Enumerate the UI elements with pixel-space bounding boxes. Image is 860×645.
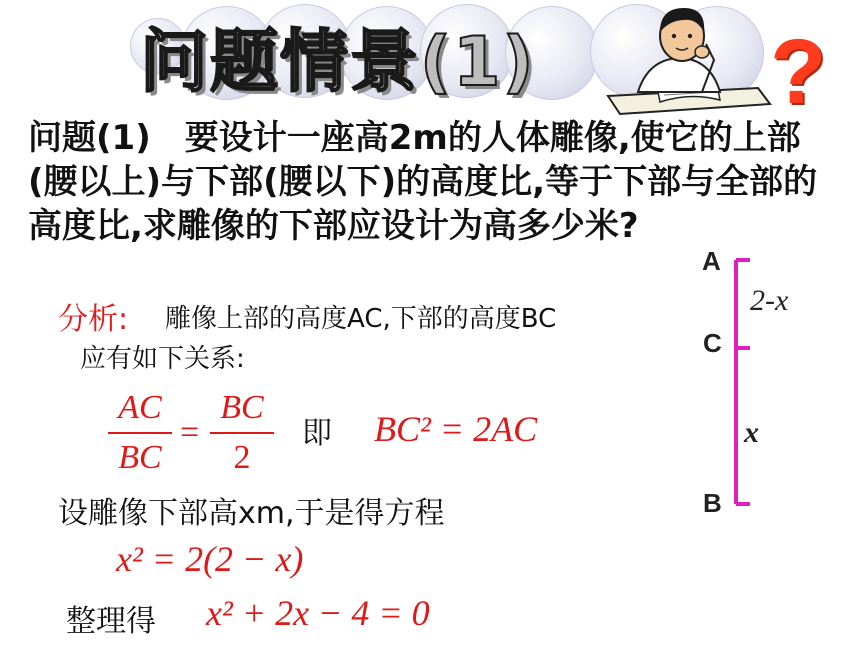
analysis-text-1: 雕像上部的高度AC,下部的高度BC [165,304,557,334]
quadratic-equation: x² + 2x − 4 = 0 [206,593,430,633]
question-mark-icon: ? [770,21,827,123]
fraction-ac-over-bc [108,388,172,478]
fraction-1-numerator: AC [118,389,162,426]
relation-equation: BC² = 2AC [374,409,538,449]
lower-length-label: x [744,416,759,449]
upper-length-label: 2-x [750,284,789,317]
fraction-2-numerator: BC [220,389,264,426]
equals-sign: = [180,414,200,451]
thinking-student-illustration [598,0,778,118]
fraction-2-denominator: 2 [233,439,251,476]
fraction-2-bar [210,432,274,434]
point-a-label: A [702,246,721,276]
rearranged-label: 整理得 [66,604,156,639]
page-title: 问题情景(1) [140,23,536,102]
point-b-label: B [703,488,722,518]
problem-statement: 问题(1) 要设计一座高2m的人体雕像,使它的上部(腰以上)与下部(腰以下)的高度比,等于下部与全部的高度比,求雕像的下部应设计为高多少米? [28,118,818,246]
equation-x-squared: x² = 2(2 − x) [116,539,304,579]
connector-word: 即 [302,416,332,451]
fraction-1-denominator: BC [118,439,162,476]
point-c-label: C [703,328,722,358]
fraction-1-bar [108,432,172,434]
setup-text: 设雕像下部高xm,于是得方程 [58,496,445,531]
fraction-bc-over-2 [210,388,274,478]
analysis-heading: 分析: [58,302,129,337]
analysis-text-2: 应有如下关系: [80,344,245,374]
